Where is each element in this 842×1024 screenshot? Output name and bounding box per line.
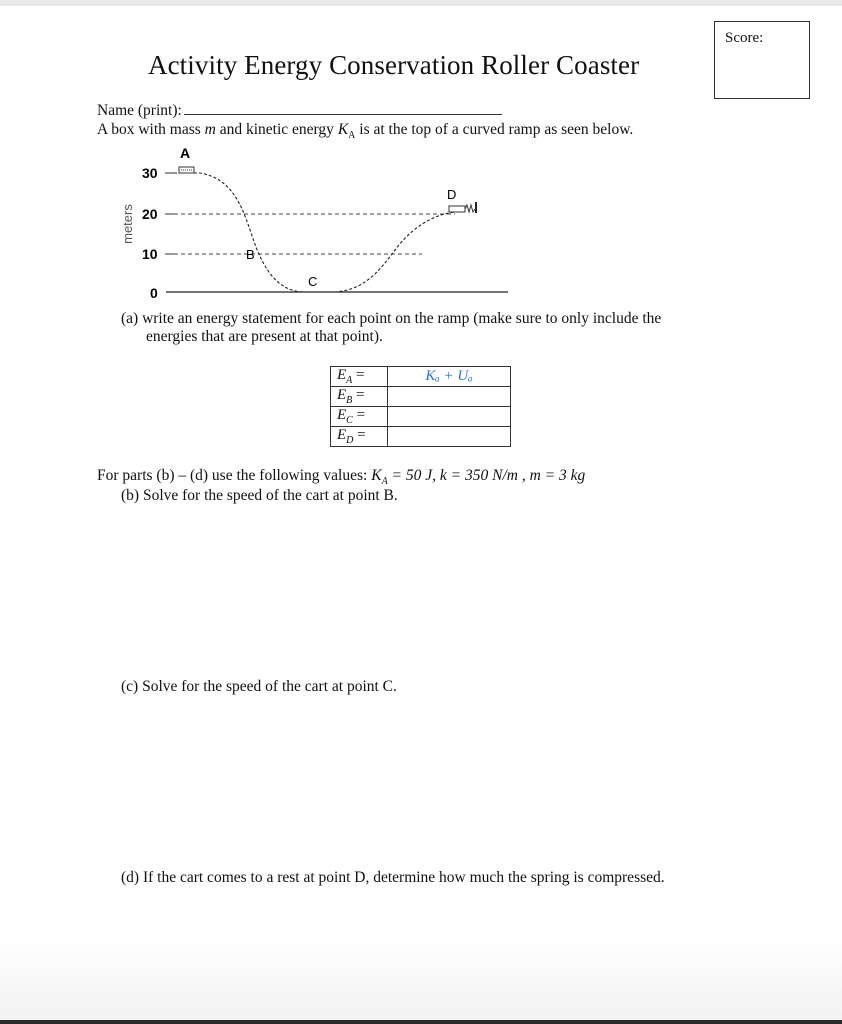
name-blank-field[interactable] [184,102,502,115]
energy-answer-b[interactable] [388,387,511,407]
tick-label-20: 20 [142,206,158,222]
energy-answer-c[interactable] [388,407,511,427]
bottom-border [0,1020,842,1024]
tick-label-30: 30 [142,165,158,181]
part-c: (c) Solve for the speed of the cart at point C. [121,678,397,695]
ke-sub: A [348,130,356,142]
score-label: Score: [725,30,764,46]
table-row [331,427,511,447]
energy-lhs-b: $E_B$ = [331,387,388,407]
y-axis-label: meters [120,204,135,244]
ka-symbol: $K_A$ [371,467,388,488]
ke-symbol: K [337,121,349,138]
intro-text3: is at the top of a curved ramp as seen below. [359,121,634,138]
values-intro: For parts (b) – (d) use the following values: [97,467,368,484]
values-text: = 50 J, k = 350 N/m , m = 3 kg [391,467,586,484]
intro-text2: and kinetic energy [219,121,334,138]
energy-lhs-c: $E_C$ = [331,407,388,427]
name-label: Name (print): [97,102,182,119]
mass-symbol: m [204,121,216,138]
point-label-c: C [308,274,318,289]
part-d: (d) If the cart comes to a rest at point D, determine how much the spring is compressed. [121,869,665,886]
tick-label-0: 0 [150,285,158,300]
energy-answer-a[interactable]: Kₐ + Uₐ [388,367,511,387]
top-bar [0,0,842,6]
bottom-fade [0,940,842,1024]
part-b: (b) Solve for the speed of the cart at point B. [121,487,398,504]
table-row [331,367,511,387]
intro-line [97,121,633,141]
tick-label-10: 10 [142,246,158,262]
part-a-line2: energies that are present at that point). [146,328,383,345]
values-line [97,467,585,487]
point-label-d: D [447,187,457,202]
score-box [714,21,810,99]
spring-d [465,205,475,212]
intro-text1: A box with mass [97,121,201,138]
energy-answer-d[interactable] [388,427,511,447]
energy-lhs-d: $E_D$ = [331,427,388,447]
table-row [331,387,511,407]
box-d [449,206,465,212]
point-label-b: B [246,247,255,262]
energy-table [330,366,511,447]
energy-lhs-a: $E_A$ = [331,367,388,387]
table-row [331,407,511,427]
page-title: Activity Energy Conservation Roller Coaster [148,50,640,80]
part-a-line1: (a) write an energy statement for each point on the ramp (make sure to only include the [121,310,662,327]
name-line [97,102,502,120]
ramp-diagram [110,140,520,300]
point-label-a: A [180,145,191,161]
